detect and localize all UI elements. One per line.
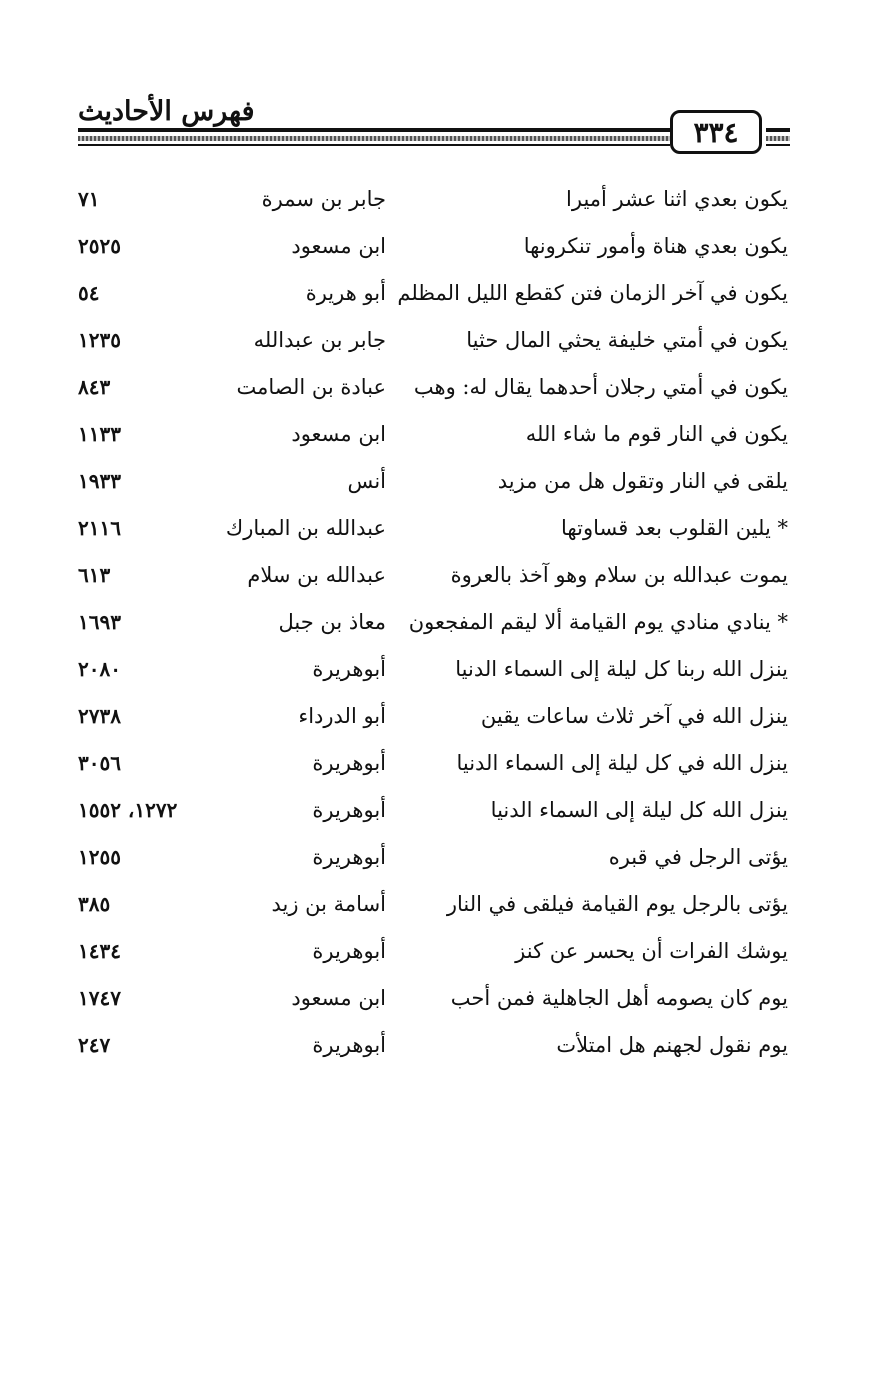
hadith-text: يوشك الفرات أن يحسر عن كنز <box>515 939 788 963</box>
index-row <box>0 318 873 365</box>
hadith-text: يكون في آخر الزمان فتن كقطع الليل المظلم <box>397 281 788 305</box>
hadith-number: ٢٠٨٠ <box>78 657 121 681</box>
hadith-text: ينزل الله ربنا كل ليلة إلى السماء الدنيا <box>455 657 788 681</box>
index-row <box>0 177 873 224</box>
hadith-text: يكون بعدي اثنا عشر أميرا <box>566 187 788 211</box>
narrator: أسامة بن زيد <box>271 892 386 916</box>
index-row <box>0 365 873 412</box>
narrator: ابن مسعود <box>291 234 386 258</box>
narrator: أبوهريرة <box>312 657 386 681</box>
hadith-text: يكون بعدي هناة وأمور تنكرونها <box>523 234 788 258</box>
header-rule-right-top <box>766 128 790 132</box>
index-row <box>0 459 873 506</box>
hadith-text: ينزل الله في آخر ثلاث ساعات يقين <box>480 704 788 728</box>
hadith-number: ٥٤ <box>78 281 100 305</box>
narrator: أبوهريرة <box>312 798 386 822</box>
narrator: جابر بن عبدالله <box>253 328 386 352</box>
hadith-number: ٢٥٢٥ <box>78 234 121 258</box>
hadith-text: يوم نقول لجهنم هل امتلأت <box>556 1033 788 1057</box>
hadith-text: يلقى في النار وتقول هل من مزيد <box>497 469 788 493</box>
hadith-text: يكون في النار قوم ما شاء الله <box>525 422 788 446</box>
narrator: عبدالله بن سلام <box>247 563 386 587</box>
hadith-number: ١٤٣٤ <box>78 939 121 963</box>
header-rule-middle <box>78 136 670 141</box>
hadith-number: ١٢٥٥ <box>78 845 121 869</box>
index-row <box>0 976 873 1023</box>
hadith-number: ٣٨٥ <box>78 892 111 916</box>
hadith-number: ١١٣٣ <box>78 422 121 446</box>
index-row <box>0 412 873 459</box>
narrator: عبدالله بن المبارك <box>225 516 386 540</box>
hadith-index-list <box>0 177 873 1070</box>
index-row <box>0 553 873 600</box>
hadith-text: * ينادي منادي يوم القيامة ألا ليقم المفجعون <box>408 610 788 634</box>
hadith-number: ٧١ <box>78 187 100 211</box>
hadith-number: ٢٤٧ <box>78 1033 111 1057</box>
page-number: ٣٣٤ <box>670 110 762 154</box>
index-row <box>0 1023 873 1070</box>
index-row <box>0 882 873 929</box>
narrator: أبوهريرة <box>312 845 386 869</box>
header-rule-right-middle <box>766 136 790 141</box>
hadith-number: ١٦٩٣ <box>78 610 121 634</box>
hadith-text: يؤتى بالرجل يوم القيامة فيلقى في النار <box>446 892 788 916</box>
hadith-text: يكون في أمتي خليفة يحثي المال حثيا <box>466 328 788 352</box>
header-title: فهرس الأحاديث <box>78 96 255 127</box>
hadith-number: ٦١٣ <box>78 563 111 587</box>
index-row <box>0 835 873 882</box>
hadith-text: * يلين القلوب بعد قساوتها <box>561 516 788 540</box>
hadith-number: ٢١١٦ <box>78 516 121 540</box>
hadith-number: ١٢٧٢، ١٥٥٢ <box>78 798 178 822</box>
narrator: معاذ بن جبل <box>278 610 386 634</box>
hadith-text: ينزل الله في كل ليلة إلى السماء الدنيا <box>456 751 788 775</box>
narrator: ابن مسعود <box>291 422 386 446</box>
index-row <box>0 506 873 553</box>
narrator: أبوهريرة <box>312 751 386 775</box>
header-rule-right-bottom <box>766 144 790 146</box>
narrator: جابر بن سمرة <box>261 187 386 211</box>
page-header <box>78 92 790 162</box>
index-row <box>0 694 873 741</box>
hadith-text: يؤتى الرجل في قبره <box>608 845 788 869</box>
header-rule-bottom <box>78 144 670 146</box>
hadith-number: ١٧٤٧ <box>78 986 121 1010</box>
hadith-text: يموت عبدالله بن سلام وهو آخذ بالعروة <box>450 563 788 587</box>
narrator: أبوهريرة <box>312 939 386 963</box>
hadith-number: ٣٠٥٦ <box>78 751 121 775</box>
header-rule-top <box>78 128 670 132</box>
index-row <box>0 741 873 788</box>
index-row <box>0 271 873 318</box>
index-row <box>0 788 873 835</box>
narrator: عبادة بن الصامت <box>236 375 386 399</box>
index-row <box>0 600 873 647</box>
hadith-number: ٢٧٣٨ <box>78 704 121 728</box>
narrator: أبو الدرداء <box>298 704 386 728</box>
index-row <box>0 224 873 271</box>
hadith-number: ١٢٣٥ <box>78 328 121 352</box>
narrator: أبو هريرة <box>305 281 386 305</box>
hadith-text: ينزل الله كل ليلة إلى السماء الدنيا <box>490 798 788 822</box>
hadith-text: يوم كان يصومه أهل الجاهلية فمن أحب <box>450 986 788 1010</box>
narrator: ابن مسعود <box>291 986 386 1010</box>
index-row <box>0 647 873 694</box>
narrator: أبوهريرة <box>312 1033 386 1057</box>
index-row <box>0 929 873 976</box>
hadith-text: يكون في أمتي رجلان أحدهما يقال له: وهب <box>413 375 788 399</box>
narrator: أنس <box>347 469 386 493</box>
hadith-number: ٨٤٣ <box>78 375 111 399</box>
hadith-number: ١٩٣٣ <box>78 469 121 493</box>
